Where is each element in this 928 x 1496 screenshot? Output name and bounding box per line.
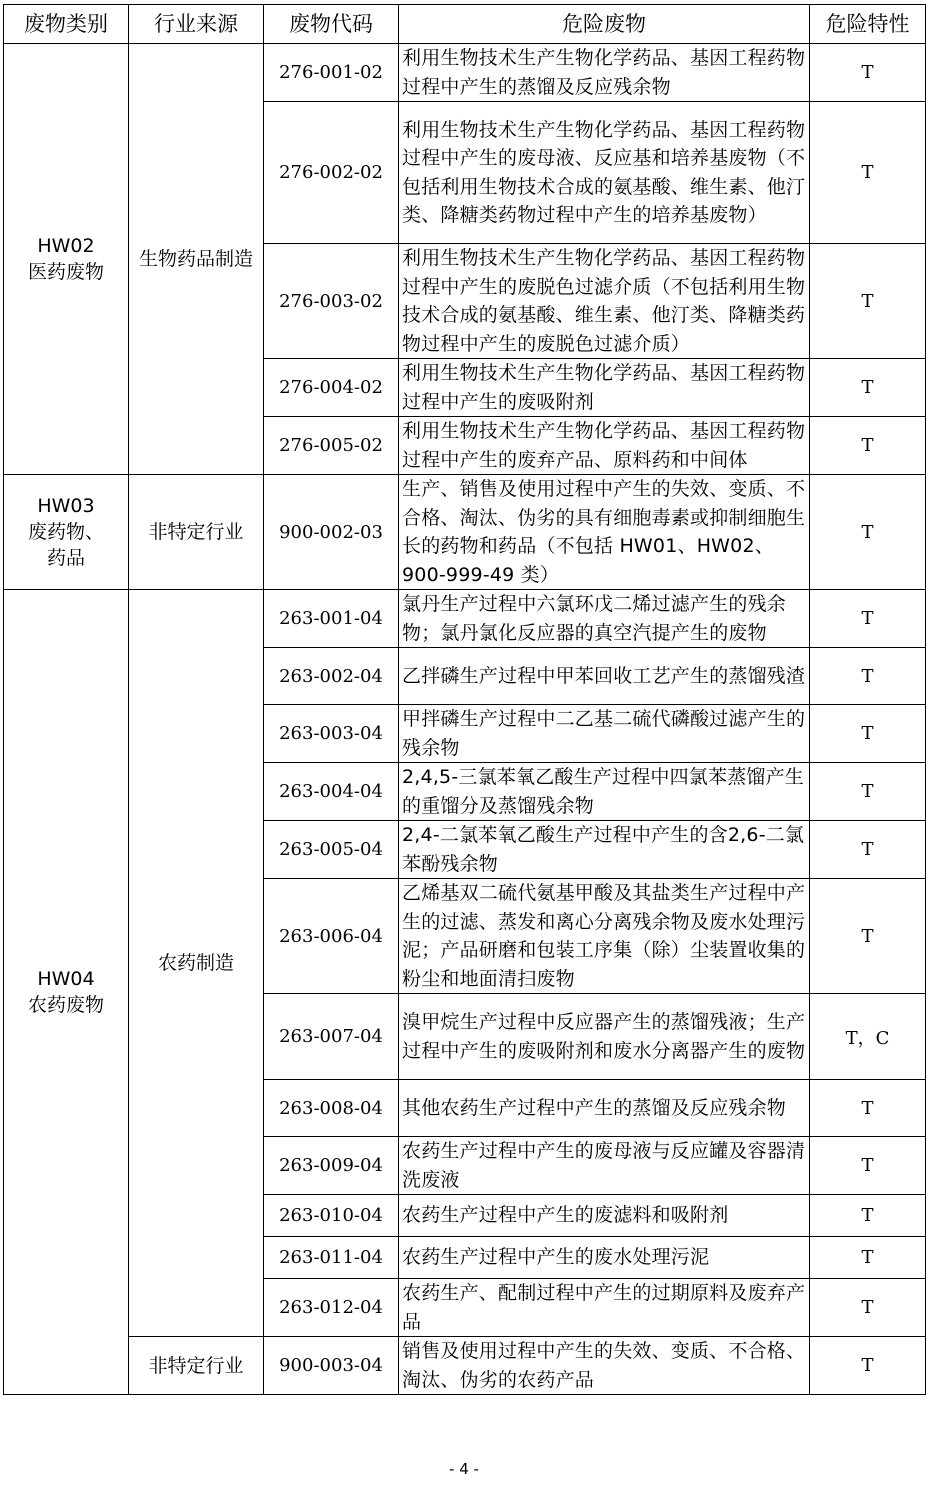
- source-cell: 生物药品制造: [129, 44, 264, 475]
- waste-description: 甲拌磷生产过程中二乙基二硫代磷酸过滤产生的残余物: [399, 705, 810, 763]
- header-source: 行业来源: [129, 5, 264, 44]
- waste-description: 利用生物技术生产生物化学药品、基因工程药物过程中产生的蒸馏及反应残余物: [399, 44, 810, 102]
- hazard-characteristic: T: [810, 359, 926, 417]
- hazard-characteristic: T: [810, 475, 926, 590]
- hazard-characteristic: T: [810, 1237, 926, 1279]
- table-row: [4, 475, 926, 590]
- waste-code: 263-009-04: [264, 1137, 399, 1195]
- waste-description: 乙烯基双二硫代氨基甲酸及其盐类生产过程中产生的过滤、蒸发和离心分离残余物及废水处理污泥；产品研磨和包装工序集（除）尘装置收集的粉尘和地面清扫废物: [399, 879, 810, 994]
- waste-code: 900-003-04: [264, 1337, 399, 1395]
- waste-description: 生产、销售及使用过程中产生的失效、变质、不合格、淘汰、伪劣的具有细胞毒素或抑制细胞生长的药物和药品（不包括 HW01、HW02、900-999-49 类）: [399, 475, 810, 590]
- category-name: 医药废物: [27, 261, 104, 283]
- hazard-characteristic: T，C: [810, 994, 926, 1080]
- waste-code: 263-007-04: [264, 994, 399, 1080]
- waste-code: 263-005-04: [264, 821, 399, 879]
- table-row: [4, 590, 926, 648]
- waste-code: 900-002-03: [264, 475, 399, 590]
- header-characteristic: 危险特性: [810, 5, 926, 44]
- category-code: HW02: [37, 235, 95, 257]
- hazard-characteristic: T: [810, 590, 926, 648]
- category-name-line1: 废药物、: [27, 521, 104, 543]
- hazard-characteristic: T: [810, 763, 926, 821]
- hazard-characteristic: T: [810, 102, 926, 244]
- waste-description: 利用生物技术生产生物化学药品、基因工程药物过程中产生的废吸附剂: [399, 359, 810, 417]
- waste-description: 乙拌磷生产过程中甲苯回收工艺产生的蒸馏残渣: [399, 648, 810, 705]
- hazard-characteristic: T: [810, 1279, 926, 1337]
- hazard-characteristic: T: [810, 44, 926, 102]
- waste-description: 其他农药生产过程中产生的蒸馏及反应残余物: [399, 1080, 810, 1137]
- waste-code: 263-010-04: [264, 1195, 399, 1237]
- hazard-characteristic: T: [810, 1080, 926, 1137]
- waste-description: 农药生产、配制过程中产生的过期原料及废弃产品: [399, 1279, 810, 1337]
- hazard-characteristic: T: [810, 1337, 926, 1395]
- waste-description: 利用生物技术生产生物化学药品、基因工程药物过程中产生的废脱色过滤介质（不包括利用生物技术合成的氨基酸、维生素、他汀类、降糖类药物过程中产生的废脱色过滤介质）: [399, 244, 810, 359]
- waste-description: 利用生物技术生产生物化学药品、基因工程药物过程中产生的废弃产品、原料药和中间体: [399, 417, 810, 475]
- source-cell: 非特定行业: [129, 475, 264, 590]
- page-number: - 4 -: [449, 1460, 479, 1478]
- waste-description: 氯丹生产过程中六氯环戊二烯过滤产生的残余物；氯丹氯化反应器的真空汽提产生的废物: [399, 590, 810, 648]
- waste-description: 溴甲烷生产过程中反应器产生的蒸馏残液；生产过程中产生的废吸附剂和废水分离器产生的废物: [399, 994, 810, 1080]
- category-cell-hw03: [4, 475, 129, 590]
- waste-code: 276-002-02: [264, 102, 399, 244]
- waste-description: 农药生产过程中产生的废水处理污泥: [399, 1237, 810, 1279]
- hazard-characteristic: T: [810, 705, 926, 763]
- waste-code: 276-004-02: [264, 359, 399, 417]
- waste-description: 农药生产过程中产生的废母液与反应罐及容器清洗废液: [399, 1137, 810, 1195]
- category-name-line2: 药品: [46, 547, 85, 569]
- hazard-characteristic: T: [810, 648, 926, 705]
- waste-description: 2,4-二氯苯氧乙酸生产过程中产生的含2,6-二氯苯酚残余物: [399, 821, 810, 879]
- hazard-characteristic: T: [810, 417, 926, 475]
- waste-code: 276-005-02: [264, 417, 399, 475]
- category-code: HW03: [37, 495, 95, 517]
- waste-code: 263-003-04: [264, 705, 399, 763]
- header-waste: 危险废物: [399, 5, 810, 44]
- hazard-characteristic: T: [810, 244, 926, 359]
- waste-description: 销售及使用过程中产生的失效、变质、不合格、淘汰、伪劣的农药产品: [399, 1337, 810, 1395]
- waste-code: 263-012-04: [264, 1279, 399, 1337]
- category-cell-hw02: [4, 44, 129, 475]
- table-header-row: [4, 5, 926, 44]
- waste-code: 263-006-04: [264, 879, 399, 994]
- waste-code: 263-004-04: [264, 763, 399, 821]
- waste-code: 263-001-04: [264, 590, 399, 648]
- waste-code: 263-008-04: [264, 1080, 399, 1137]
- waste-description: 2,4,5-三氯苯氧乙酸生产过程中四氯苯蒸馏产生的重馏分及蒸馏残余物: [399, 763, 810, 821]
- category-cell-hw04: [4, 590, 129, 1395]
- source-cell: 农药制造: [129, 590, 264, 1337]
- waste-code: 276-003-02: [264, 244, 399, 359]
- waste-description: 利用生物技术生产生物化学药品、基因工程药物过程中产生的废母液、反应基和培养基废物（不包括利用生物技术合成的氨基酸、维生素、他汀类、降糖类药物过程中产生的培养基废物）: [399, 102, 810, 244]
- source-cell: 非特定行业: [129, 1337, 264, 1395]
- hazard-characteristic: T: [810, 821, 926, 879]
- table-row: [4, 1337, 926, 1395]
- waste-code: 263-011-04: [264, 1237, 399, 1279]
- hazard-characteristic: T: [810, 879, 926, 994]
- category-name: 农药废物: [27, 994, 104, 1016]
- category-code: HW04: [37, 968, 95, 990]
- waste-description: 农药生产过程中产生的废滤料和吸附剂: [399, 1195, 810, 1237]
- table-row: [4, 44, 926, 102]
- hazard-characteristic: T: [810, 1195, 926, 1237]
- hazardous-waste-table: [3, 4, 926, 1395]
- header-code: 废物代码: [264, 5, 399, 44]
- waste-code: 263-002-04: [264, 648, 399, 705]
- header-category: 废物类别: [4, 5, 129, 44]
- hazard-characteristic: T: [810, 1137, 926, 1195]
- waste-code: 276-001-02: [264, 44, 399, 102]
